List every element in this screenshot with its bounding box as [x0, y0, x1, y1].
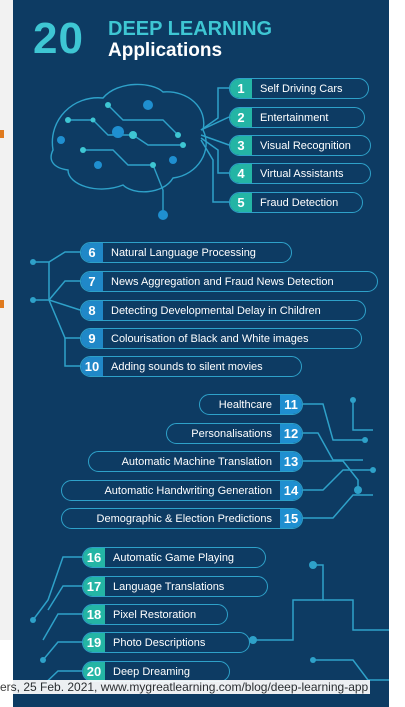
item-label: News Aggregation and Fraud News Detection	[111, 275, 334, 288]
item-label: Detecting Developmental Delay in Children	[111, 304, 321, 317]
item-label: Natural Language Processing	[111, 246, 256, 259]
item-label: Adding sounds to silent movies	[111, 360, 263, 373]
item-label: Demographic & Election Predictions	[96, 512, 272, 525]
brain-circuit-icon	[51, 84, 206, 215]
item-number: 4	[230, 164, 252, 183]
item-label: Visual Recognition	[260, 139, 351, 152]
circuit-lines-decoration	[13, 0, 389, 707]
right-margin	[389, 0, 405, 707]
item-label: Pixel Restoration	[113, 608, 197, 621]
title-line-1: DEEP LEARNING	[108, 18, 273, 40]
item-number: 18	[83, 605, 105, 624]
title-line-2: Applications	[108, 40, 223, 61]
item-number: 13	[280, 452, 302, 471]
item-label: Deep Dreaming	[113, 665, 191, 678]
item-label: Automatic Handwriting Generation	[104, 484, 272, 497]
item-label: Language Translations	[113, 580, 225, 593]
item-number: 19	[83, 633, 105, 652]
item-number: 12	[280, 424, 302, 443]
item-label: Self Driving Cars	[260, 82, 343, 95]
item-label: Fraud Detection	[260, 196, 339, 209]
item-label: Virtual Assistants	[260, 167, 344, 180]
item-label: Automatic Machine Translation	[121, 455, 272, 468]
item-number: 6	[81, 243, 103, 262]
item-number: 8	[81, 301, 103, 320]
item-number: 11	[280, 395, 302, 414]
item-label: Healthcare	[218, 398, 272, 411]
item-number: 2	[230, 108, 252, 127]
item-label: Personalisations	[191, 427, 272, 440]
item-number: 9	[81, 329, 103, 348]
item-label: Colourisation of Black and White images	[111, 332, 309, 345]
item-number: 7	[81, 272, 103, 291]
item-label: Automatic Game Playing	[113, 551, 235, 564]
item-number: 15	[280, 509, 302, 528]
citation-text: ers, 25 Feb. 2021, www.mygreatlearning.com/blog/deep-learning-app	[0, 680, 369, 694]
item-number: 3	[230, 136, 252, 155]
item-number: 1	[230, 79, 252, 98]
item-number: 16	[83, 548, 105, 567]
item-number: 17	[83, 577, 105, 596]
orange-marker	[0, 300, 4, 308]
title-number: 20	[33, 14, 84, 63]
item-number: 14	[280, 481, 302, 500]
item-label: Photo Descriptions	[113, 636, 206, 649]
item-label: Entertainment	[260, 111, 329, 124]
orange-marker	[0, 130, 4, 138]
left-margin-strip	[0, 0, 13, 640]
item-number: 20	[83, 662, 105, 681]
item-number: 10	[81, 357, 103, 376]
item-number: 5	[230, 193, 252, 212]
citation-footer	[0, 676, 405, 698]
